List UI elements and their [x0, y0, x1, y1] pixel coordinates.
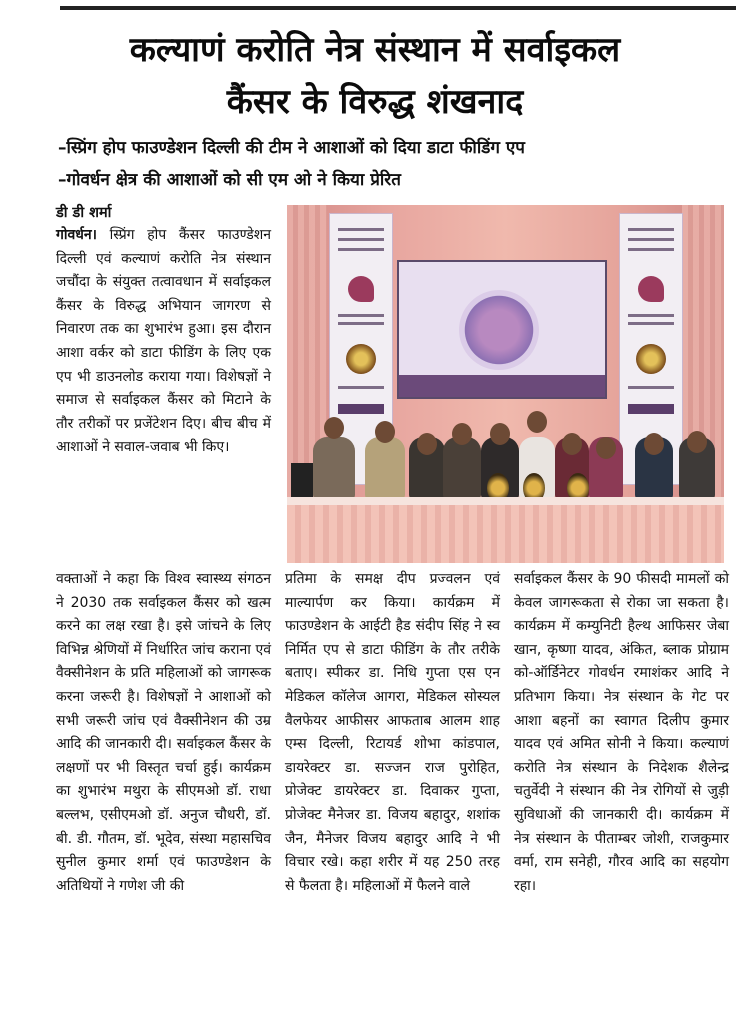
paragraph: प्रतिमा के समक्ष दीप प्रज्वलन एवं माल्यार्पण कर किया। कार्यक्रम में फाउण्डेशन के आईटी हैड संदीप सिंह ने स्व निर्मित एप से डाटा फीडिंग के तौर तरीके बताए। स्पीकर डा. निधि गुप्ता एस एन मेडिकल कॉलेज आगरा, मेडिकल सोस्यल वैलफेयर आफीसर आफताब आलम शाह एम्स दिल्ली, रिटायर्ड शोभा कांडपाल, डायरेक्टर डा. सज्जन राज पुरोहित, प्रोजेक्ट डायरेक्टर डा. दिवाकर गुप्ता, प्रोजेक्ट मैनेजर डा. विजय बहादुर, शशांक जैन, मैनेजर विजय बहादुर आदि ने भी विचार रखे। कहा शरीर में यह 250 तरह से फैलता है। महिलाओं में फैलने वाले — [285, 571, 500, 894]
top-rule — [60, 6, 736, 10]
article-column-1-top — [56, 224, 271, 460]
headline — [30, 24, 720, 128]
article-column-1-bottom — [56, 568, 271, 898]
article-column-2 — [285, 568, 500, 898]
subheadline-2: –गोवर्धन क्षेत्र की आशाओं को सी एम ओ ने किया प्रेरित — [58, 170, 401, 190]
dateline: गोवर्धन। — [56, 227, 97, 243]
subheadline-1: –स्प्रिंग होप फाउण्डेशन दिल्ली की टीम ने आशाओं को दिया डाटा फीडिंग एप — [58, 138, 525, 158]
headline-line-2: कैंसर के विरुद्ध शंखनाद — [226, 82, 524, 122]
event-stage-photo-icon — [287, 205, 724, 563]
byline: डी डी शर्मा — [56, 205, 112, 221]
paragraph: सर्वाइकल कैंसर के 90 फीसदी मामलों को केवल जागरूकता से रोका जा सकता है। कार्यक्रम में कम्युनिटी हैल्थ आफिसर जेबा खान, कृष्णा यादव, अंकित, ब्लाक प्रोग्राम को-ऑर्डिनेटर गोवर्धन रमाशंकर आदि ने प्रतिभाग किया। नेत्र संस्थान के गेट पर आशा बहनों का स्वागत दिलीप कुमार यादव एवं अमित सोनी ने किया। कल्याणं करोति नेत्र संस्थान के निदेशक शैलेन्द्र चतुर्वेदी ने संस्थान की नेत्र रोगियों से जुड़ी सुविधाओं की जानकारी दी। कार्यक्रम में नेत्र संस्थान के पीताम्बर जोशी, राजकुमार वर्मा, राम सनेही, गौरव आदि का सहयोग रहा। — [514, 571, 729, 894]
paragraph: वक्ताओं ने कहा कि विश्व स्वास्थ्य संगठन ने 2030 तक सर्वाइकल कैंसर को खत्म करने का लक्ष रखा है। इसे जांचने के लिए विभिन्न श्रेणियों में निर्धारित जांच कराना एवं वैक्सीनेशन के प्रति महिलाओं को जागरूक करना जरूरी है। विशेषज्ञों ने आशाओं को सभी जरूरी जांच एवं वैक्सीनेशन की उम्र आदि की जानकारी दी। सर्वाइकल कैंसर के लक्षणों पर भी विस्तृत चर्चा हुई। कार्यक्रम का शुभारंभ मथुरा के सीएमओ डॉ. राधा बल्लभ, एसीएमओ डॉ. अनुज चौधरी, डॉ. बी. डी. गौतम, डॉ. भूदेव, संस्था महासचिव सुनील कुमार शर्मा एवं फाउण्डेशन के अतिथियों ने गणेश जी की — [56, 571, 271, 894]
paragraph: स्प्रिंग होप कैंसर फाउण्डेशन दिल्ली एवं कल्याणं करोति नेत्र संस्थान जचौंदा के संयुक्त तत्वावधान में सर्वाइकल कैंसर के विरुद्ध अभियान जागरण से निवारण तक का शुभारंभ हुआ। इस दौरान आशा वर्कर को डाटा फीडिंग के लिए एक एप भी डाउनलोड कराया गया। विशेषज्ञों ने समाज से सर्वाइकल कैंसर को मिटाने के तौर तरीकों पर प्रजेंटेशन दिए। बीच बीच में आशाओं ने सवाल-जवाब भी किए। — [56, 227, 271, 456]
article-column-3 — [514, 568, 729, 898]
projection-screen — [397, 260, 607, 399]
headline-line-1: कल्याणं करोति नेत्र संस्थान में सर्वाइकल — [129, 30, 621, 70]
stage-table — [287, 505, 724, 563]
